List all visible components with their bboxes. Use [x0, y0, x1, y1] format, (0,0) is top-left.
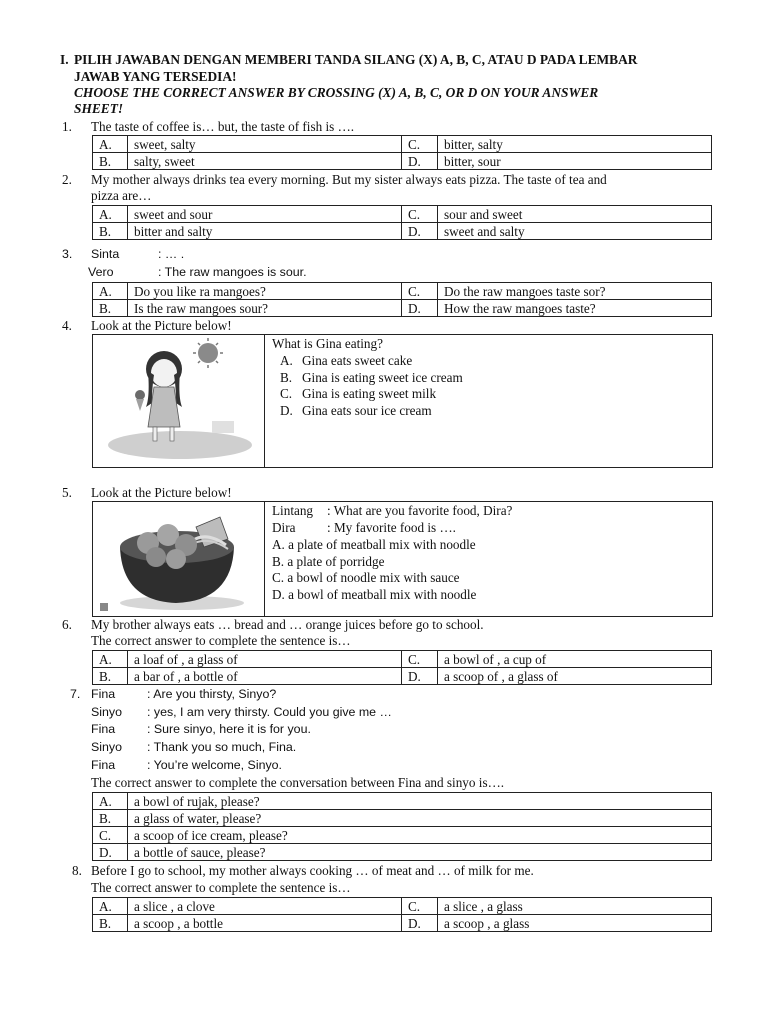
option-text[interactable]: a scoop of ice cream, please?	[128, 827, 712, 844]
question-number: 3.	[62, 247, 73, 261]
table-row	[93, 844, 712, 861]
option-text[interactable]: sweet and sour	[128, 206, 402, 223]
answer-table	[92, 205, 712, 240]
option-text[interactable]: C. a bowl of noodle mix with sauce	[272, 570, 460, 585]
girl-eating-ice-cream-illustration	[100, 337, 260, 465]
option-text[interactable]: Gina is eating sweet milk	[302, 386, 437, 401]
question-number: 2.	[62, 172, 72, 187]
option-text[interactable]: Do you like ra mangoes?	[128, 283, 402, 300]
option-letter[interactable]: B.	[93, 153, 128, 170]
answer-table	[92, 792, 712, 861]
speaker-line: : You’re welcome, Sinyo.	[147, 758, 282, 772]
option-text[interactable]: a bar of , a bottle of	[128, 668, 402, 685]
question-text-line-2: The correct answer to complete the sentence is…	[91, 633, 351, 648]
speaker-name: Sinta	[91, 247, 120, 261]
speaker-line: : Sure sinyo, here it is for you.	[147, 722, 311, 736]
speaker-name: Fina	[91, 687, 116, 701]
speaker-name: Sinyo	[91, 705, 122, 719]
option-letter[interactable]: A.	[93, 793, 128, 810]
answer-table	[92, 650, 712, 685]
option-letter[interactable]: D.	[402, 300, 438, 317]
option-text[interactable]: B. a plate of porridge	[272, 554, 385, 569]
table-row	[93, 136, 712, 153]
question-text-line-1: My mother always drinks tea every morning. But my sister always eats pizza. The taste of tea and	[91, 172, 607, 187]
question-number: 6.	[62, 617, 72, 632]
option-text[interactable]: a bowl of , a cup of	[438, 651, 712, 668]
option-letter[interactable]: C.	[402, 136, 438, 153]
answer-table	[92, 897, 712, 932]
option-text[interactable]: salty, sweet	[128, 153, 402, 170]
answer-table	[92, 135, 712, 170]
question-text-line-2: The correct answer to complete the sentence is…	[91, 880, 351, 895]
speaker-name: Fina	[91, 758, 116, 772]
speaker-name: Sinyo	[91, 740, 122, 754]
question-prompt: The correct answer to complete the conversation between Fina and sinyo is….	[91, 775, 505, 790]
speaker-name: Vero	[88, 265, 114, 279]
option-text[interactable]: A. a plate of meatball mix with noodle	[272, 537, 476, 552]
instruction-line-4: SHEET!	[74, 101, 124, 116]
divider	[264, 501, 265, 616]
option-letter[interactable]: D.	[402, 223, 438, 240]
option-text[interactable]: sour and sweet	[438, 206, 712, 223]
divider	[264, 334, 265, 467]
speaker-line: : What are you favorite food, Dira?	[327, 503, 513, 518]
option-letter[interactable]: D.	[402, 153, 438, 170]
table-row	[93, 915, 712, 932]
instruction-line-2: JAWAB YANG TERSEDIA!	[74, 69, 237, 84]
option-text[interactable]: a bottle of sauce, please?	[128, 844, 712, 861]
option-text[interactable]: D. a bowl of meatball mix with noodle	[272, 587, 477, 602]
table-row	[93, 668, 712, 685]
question-number: 5.	[62, 485, 72, 500]
option-letter[interactable]: D.	[280, 403, 293, 418]
question-number: 8.	[72, 863, 82, 878]
option-letter[interactable]: A.	[93, 651, 128, 668]
option-letter[interactable]: D.	[402, 668, 438, 685]
speaker-name: Dira	[272, 520, 296, 535]
option-letter[interactable]: C.	[402, 651, 438, 668]
option-letter[interactable]: C.	[402, 206, 438, 223]
option-text[interactable]: a slice , a clove	[128, 898, 402, 915]
speaker-line: : … .	[158, 247, 185, 261]
option-text[interactable]: a bowl of rujak, please?	[128, 793, 712, 810]
option-text[interactable]: Gina eats sour ice cream	[302, 403, 432, 418]
table-row	[93, 300, 712, 317]
instruction-line-1: PILIH JAWABAN DENGAN MEMBERI TANDA SILANG (X) A, B, C, ATAU D PADA LEMBAR	[74, 52, 638, 67]
picture-question: What is Gina eating?	[272, 336, 383, 351]
option-text[interactable]: bitter, sour	[438, 153, 712, 170]
table-row	[93, 827, 712, 844]
speaker-line: : yes, I am very thirsty. Could you give me …	[147, 705, 392, 719]
question-text: Look at the Picture below!	[91, 318, 232, 333]
option-letter[interactable]: C.	[402, 898, 438, 915]
answer-table	[92, 282, 712, 317]
option-letter[interactable]: D.	[93, 844, 128, 861]
table-row	[93, 223, 712, 240]
option-text[interactable]: Do the raw mangoes taste sor?	[438, 283, 712, 300]
question-number: 1.	[62, 119, 72, 134]
table-row	[93, 651, 712, 668]
question-text-line-1: Before I go to school, my mother always cooking … of meat and … of milk for me.	[91, 863, 534, 878]
option-letter[interactable]: A.	[93, 136, 128, 153]
option-text[interactable]: a scoop , a glass	[438, 915, 712, 932]
instruction-number: I.	[60, 52, 69, 67]
option-text[interactable]: sweet, salty	[128, 136, 402, 153]
option-text[interactable]: Gina eats sweet cake	[302, 353, 413, 368]
question-number: 4.	[62, 318, 72, 333]
option-letter[interactable]: B.	[93, 915, 128, 932]
option-letter[interactable]: A.	[93, 898, 128, 915]
option-letter[interactable]: C.	[93, 827, 128, 844]
speaker-line: : Are you thirsty, Sinyo?	[147, 687, 277, 701]
option-letter[interactable]: A.	[280, 353, 293, 368]
option-letter[interactable]: C.	[280, 386, 293, 401]
option-text[interactable]: bitter, salty	[438, 136, 712, 153]
option-text[interactable]: sweet and salty	[438, 223, 712, 240]
instruction-line-3: CHOOSE THE CORRECT ANSWER BY CROSSING (X) A, B, C, OR D ON YOUR ANSWER	[74, 85, 599, 100]
option-text[interactable]: a slice , a glass	[438, 898, 712, 915]
table-row	[93, 153, 712, 170]
question-text-line-2: pizza are…	[91, 188, 152, 203]
question-text-line-1: My brother always eats … bread and … orange juices before go to school.	[91, 617, 484, 632]
table-row	[93, 810, 712, 827]
option-letter[interactable]: D.	[402, 915, 438, 932]
option-letter[interactable]: B.	[93, 810, 128, 827]
meatball-noodle-bowl-illustration	[96, 505, 260, 613]
option-letter[interactable]: B.	[93, 300, 128, 317]
option-letter[interactable]: A.	[93, 283, 128, 300]
option-letter[interactable]: A.	[93, 206, 128, 223]
speaker-line: : The raw mangoes is sour.	[158, 265, 307, 279]
option-letter[interactable]: B.	[93, 668, 128, 685]
speaker-name: Fina	[91, 722, 116, 736]
option-text[interactable]: a scoop of , a glass of	[438, 668, 712, 685]
option-letter[interactable]: C.	[402, 283, 438, 300]
table-row	[93, 793, 712, 810]
option-text[interactable]: a loaf of , a glass of	[128, 651, 402, 668]
question-text: Look at the Picture below!	[91, 485, 232, 500]
option-letter[interactable]: B.	[93, 223, 128, 240]
speaker-name: Lintang	[272, 503, 314, 518]
option-text[interactable]: a scoop , a bottle	[128, 915, 402, 932]
speaker-line: : My favorite food is ….	[327, 520, 456, 535]
question-number: 7.	[70, 687, 81, 701]
speaker-line: : Thank you so much, Fina.	[147, 740, 297, 754]
option-text[interactable]: How the raw mangoes taste?	[438, 300, 712, 317]
question-text: The taste of coffee is… but, the taste of fish is ….	[91, 119, 355, 134]
option-text[interactable]: Gina is eating sweet ice cream	[302, 370, 463, 385]
option-letter[interactable]: B.	[280, 370, 293, 385]
option-text[interactable]: a glass of water, please?	[128, 810, 712, 827]
option-text[interactable]: Is the raw mangoes sour?	[128, 300, 402, 317]
table-row	[93, 283, 712, 300]
option-text[interactable]: bitter and salty	[128, 223, 402, 240]
table-row	[93, 898, 712, 915]
table-row	[93, 206, 712, 223]
